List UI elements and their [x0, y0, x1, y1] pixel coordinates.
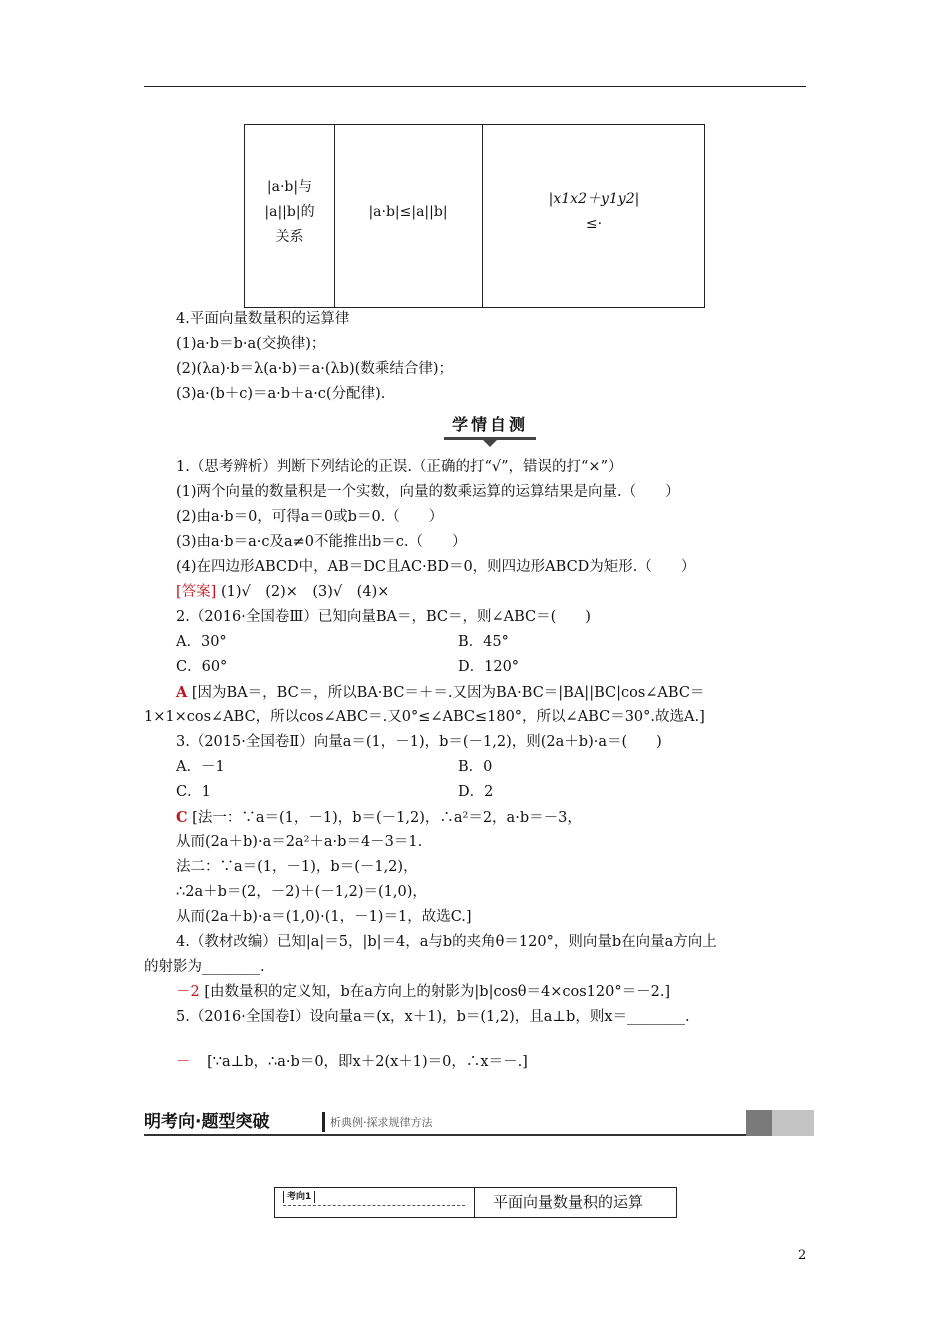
solution-text: [因为BA＝，BC＝，所以BA·BC＝＋＝.又因为BA·BC＝|BA||BC|cos∠ABC＝ [191, 685, 705, 701]
relation-table [244, 124, 705, 308]
coordinate-line: |x1x2＋y1y2| [548, 191, 640, 207]
q3-solution-line: 从而(2a＋b)·a＝2a²＋a·b＝4－3＝1. [176, 834, 423, 850]
row-label-line: |a·b|与 [266, 179, 313, 195]
chapter-banner [144, 1110, 814, 1136]
answer-value: －2 [176, 984, 200, 1000]
laws-title: 4.平面向量数量积的运算律 [176, 311, 350, 327]
topic-tag: 考向1 [283, 1191, 315, 1203]
down-triangle-icon [483, 440, 497, 447]
q1-item: (1)两个向量的数量积是一个实数，向量的数乘运算的运算结果是向量.（ ） [176, 484, 680, 500]
solution-text: [∵a⊥b，∴a·b＝0，即x＋2(x＋1)＝0，∴x＝－.] [207, 1054, 528, 1070]
q2-solution-cont: 1×1×cos∠ABC，所以cos∠ABC＝.又0°≤∠ABC≤180°，所以∠ABC＝30°.故选A.] [144, 709, 705, 725]
law-item: (1)a·b＝b·a(交换律)； [176, 336, 326, 352]
q2-solution [176, 680, 704, 706]
banner-block-dark [746, 1110, 772, 1136]
answer-letter: C [176, 809, 188, 826]
q2-option-a: A．30° [176, 634, 227, 650]
q4-stem-cont: 的射影为________. [144, 959, 265, 975]
q5-solution [176, 1050, 528, 1075]
table-col-2 [334, 125, 483, 307]
coordinate-cell [483, 187, 705, 237]
law-item: (2)(λa)·b＝λ(a·b)＝a·(λb)(数乘结合律)； [176, 361, 453, 377]
q1-answer [176, 580, 389, 605]
q2-option-b: B．45° [458, 634, 509, 650]
answer-label: [答案] [176, 584, 217, 600]
inequality-cell: |a·b|≤|a||b| [368, 204, 448, 220]
q1-item: (2)由a·b＝0，可得a＝0或b＝0.（ ） [176, 509, 444, 525]
q3-option-a: A．－1 [176, 759, 225, 775]
banner-rule [144, 1134, 746, 1136]
q2-stem: 2.（2016·全国卷Ⅲ）已知向量BA＝，BC＝，则∠ABC＝( ) [176, 609, 591, 625]
q4-stem: 4.（教材改编）已知|a|＝5，|b|＝4，a与b的夹角θ＝120°，则向量b在向量a方向上 [176, 934, 717, 950]
table-col-1 [245, 125, 335, 307]
banner-divider [322, 1112, 325, 1132]
table-row-label [245, 175, 334, 250]
q2-option-d: D．120° [458, 659, 520, 675]
topic-tag-cell [275, 1188, 475, 1217]
q3-option-c: C．1 [176, 784, 211, 800]
q3-solution-line: 从而(2a＋b)·a＝(1,0)·(1，－1)＝1，故选C.] [176, 909, 472, 925]
row-label-line: 关系 [275, 229, 304, 245]
banner-block-light [772, 1110, 814, 1136]
q3-solution-line: ∴2a＋b＝(2，－2)＋(－1,2)＝(1,0)， [176, 884, 427, 900]
page-number: 2 [798, 1248, 807, 1263]
solution-text: [由数量积的定义知，b在a方向上的射影为|b|cosθ＝4×cos120°＝－2.] [204, 984, 671, 1000]
q3-stem: 3.（2015·全国卷Ⅱ）向量a＝(1，－1)，b＝(－1,2)，则(2a＋b)·a＝( ) [176, 734, 662, 750]
q4-solution [176, 980, 670, 1005]
q3-solution [176, 805, 582, 831]
q3-solution-line: 法二：∵a＝(1，－1)，b＝(－1,2)， [176, 859, 418, 875]
topic-title: 平面向量数量积的运算 [493, 1193, 644, 1211]
topic-box [274, 1187, 677, 1218]
q1-item: (4)在四边形ABCD中，AB＝DC且AC·BD＝0，则四边形ABCD为矩形.（ ） [176, 559, 696, 575]
law-item: (3)a·(b＋c)＝a·b＋a·c(分配律). [176, 386, 386, 402]
topic-dash-line [283, 1205, 465, 1206]
section-title: 学情自测 [451, 415, 528, 434]
solution-text: [法一：∵a＝(1，－1)，b＝(－1,2)，∴a²＝2，a·b＝－3， [192, 810, 582, 826]
row-label-line: |a||b|的 [264, 204, 315, 220]
q3-option-b: B．0 [458, 759, 493, 775]
answer-text: (1)√ (2)× (3)√ (4)× [220, 584, 390, 600]
header-rule [144, 86, 806, 87]
coordinate-line: ≤· [585, 216, 603, 232]
banner-title: 明考向·题型突破 [144, 1112, 270, 1132]
q3-option-d: D．2 [458, 784, 494, 800]
q5-stem: 5.（2016·全国卷Ⅰ）设向量a＝(x，x＋1)，b＝(1,2)，且a⊥b，则x＝________. [176, 1009, 690, 1025]
q2-option-c: C．60° [176, 659, 228, 675]
q1-item: (3)由a·b＝a·c及a≠0不能推出b＝c.（ ） [176, 534, 467, 550]
q1-stem: 1.（思考辨析）判断下列结论的正误.（正确的打“√”，错误的打“×”） [176, 459, 623, 475]
section-heading [444, 414, 536, 447]
banner-subtitle: 析典例·探求规律方法 [330, 1116, 433, 1129]
answer-value: － [176, 1054, 191, 1070]
answer-letter: A [176, 684, 188, 701]
